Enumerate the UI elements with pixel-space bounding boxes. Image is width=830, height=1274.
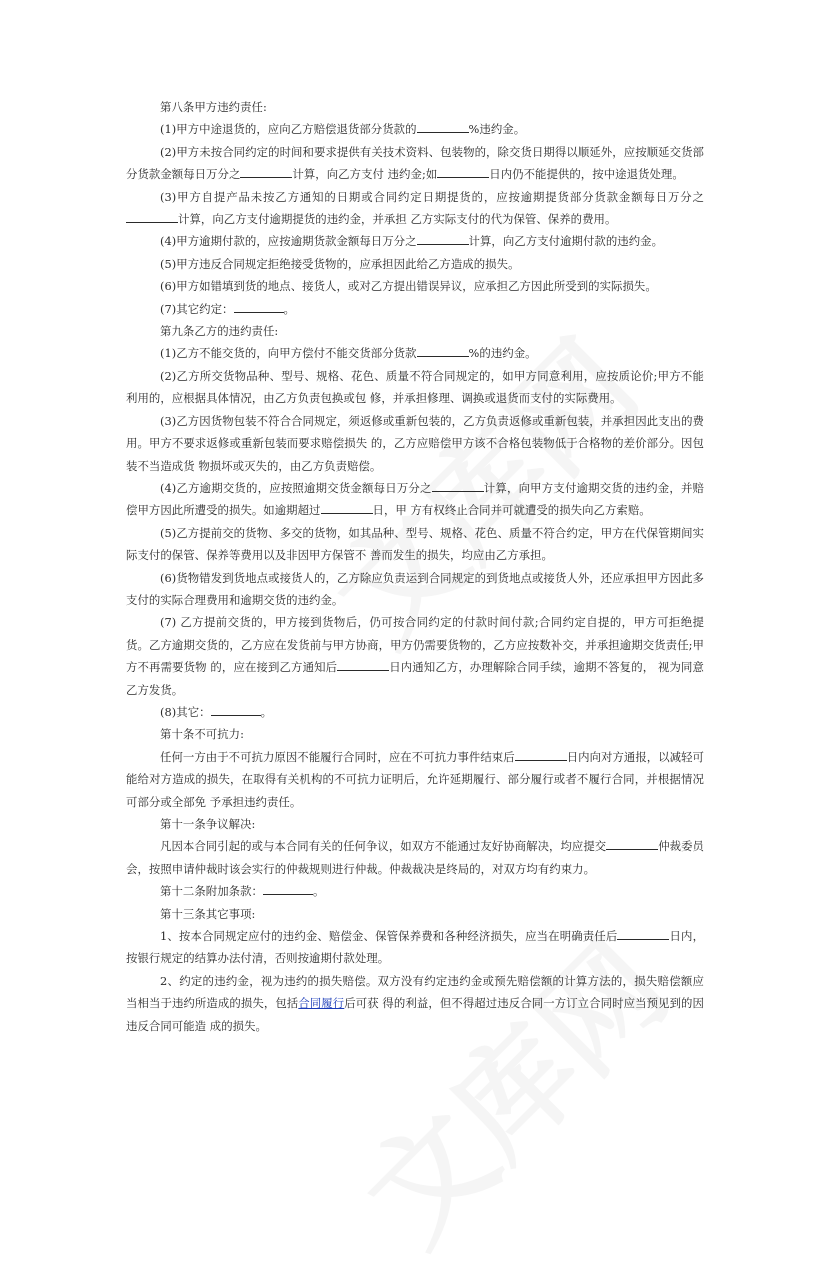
blank-field[interactable] bbox=[126, 210, 178, 223]
article-9-item-2: (2)乙方所交货物品种、型号、规格、花色、质量不符合同规定的，如甲方同意利用，应按质论价;甲方不能利用的，应根据具体情况，由乙方负责包换或包 修，并承担修理、调换或退货而支付的实际费用。 bbox=[126, 368, 704, 406]
blank-field[interactable] bbox=[263, 882, 313, 895]
blank-field[interactable] bbox=[617, 927, 669, 940]
article-9-heading: 第九条乙方的违约责任: bbox=[160, 324, 279, 339]
article-8-item-5: (5)甲方违反合同规定拒绝接受货物的，应承担因此给乙方造成的损失。 bbox=[160, 256, 520, 271]
blank-field[interactable] bbox=[211, 703, 261, 716]
blank-field[interactable] bbox=[432, 479, 484, 492]
article-13-item-1: 1、按本合同规定应付的违约金、赔偿金、保管保养费和各种经济损失，应当在明确责任后 日内，按银行规定的结算办法付清，否则按逾期付款处理。 bbox=[126, 929, 705, 966]
article-8-heading: 第八条甲方违约责任: bbox=[160, 100, 267, 114]
blank-field[interactable] bbox=[417, 120, 469, 133]
blank-field[interactable] bbox=[437, 165, 489, 178]
article-9-item-6: (6)货物错发到货地点或接货人的，乙方除应负责运到合同规定的到货地点或接货人外，还应承担甲方因此多支付的实际合理费用和逾期交货的违约金。 bbox=[126, 570, 704, 607]
article-8-item-1: (1)甲方中途退货的，应向乙方赔偿退货部分货款的 %违约金。 bbox=[160, 122, 526, 137]
article-8-item-3: (3)甲方自提产品未按乙方通知的日期或合同约定日期提货的，应按逾期提货部分货款金额每日万分之计算，向乙方支付逾期提货的违约金，并承担 乙方实际支付的代为保管、保养的费用。 bbox=[126, 186, 704, 231]
blank-field[interactable] bbox=[321, 501, 373, 514]
article-13-heading: 第十三条其它事项: bbox=[160, 906, 256, 921]
article-8-item-2: (2)甲方未按合同约定的时间和要求提供有关技术资料、包装物的，除交货日期得以顺延外，应按顺延交货部分货款金额每日万分之 计算，向乙方支付 违约金;如 日内仍不能提供的，按中途退货处理。 bbox=[126, 144, 704, 182]
article-9-item-5: (5)乙方提前交的货物、多交的货物，如其品种、型号、规格、花色、质量不符合约定，甲方在代保管期间实际支付的保管、保养等费用以及非因甲方保管不 善而发生的损失，均应由乙方承担。 bbox=[126, 525, 704, 563]
article-10-body: 任何一方由于不可抗力原因不能履行合同时，应在不可抗力事件结束后 日内向对方通报，以减轻可能给对方造成的损失，在取得有关机构的不可抗力证明后，允许延期履行、部分履行或者不履行合同，并根据情况可部分或全部免 予承担违约责任。 bbox=[126, 749, 704, 809]
article-9-item-1: (1)乙方不能交货的，向甲方偿付不能交货部分货款 %的违约金。 bbox=[160, 346, 537, 361]
blank-field[interactable] bbox=[515, 748, 567, 761]
article-11-heading: 第十一条争议解决: bbox=[160, 817, 256, 831]
blank-field[interactable] bbox=[417, 232, 469, 245]
article-8-item-6: (6)甲方如错填到货的地点、接货人，或对乙方提出错误异议，应承担乙方因此所受到的实际损失。 bbox=[160, 279, 657, 294]
article-8-item-4: (4)甲方逾期付款的，应按逾期货款金额每日万分之 计算，向乙方支付逾期付款的违约金。 bbox=[160, 234, 664, 249]
blank-field[interactable] bbox=[234, 300, 284, 313]
blank-field[interactable] bbox=[337, 658, 389, 671]
article-11-body: 凡因本合同引起的或与本合同有关的任何争议，如双方不能通过友好协商解决，均应提交 仲裁委员会，按照申请仲裁时该会实行的仲裁规则进行仲裁。仲裁裁决是终局的，对双方均有约束力。 bbox=[126, 839, 705, 876]
article-13-item-2: 2、约定的违约金，视为违约的损失赔偿。双方没有约定违约金或预先赔偿额的计算方法的，损失赔偿额应当相当于违约所造成的损失，包括合同履行后可获 得的利益，但不得超过违反合同一方订立合同时应当预见到的因违反合同可能造 成的损失。 bbox=[126, 973, 704, 1033]
article-10-heading: 第十条不可抗力: bbox=[160, 727, 244, 742]
blank-field[interactable] bbox=[417, 344, 469, 357]
article-9-item-3: (3)乙方因货物包装不符合合同规定，须返修或重新包装的，乙方负责返修或重新包装，并承担因此支出的费用。甲方不要求返修或重新包装而要求赔偿损失 的，乙方应赔偿甲方该不合格包装物低于合格物的差价部分。因包装不当造成货 物损坏或灭失的，由乙方负责赔偿。 bbox=[126, 413, 704, 473]
article-12: 第十二条附加条款： 。 bbox=[160, 884, 325, 899]
contract-performance-link[interactable]: 合同履行 bbox=[298, 996, 345, 1011]
blank-field[interactable] bbox=[606, 837, 658, 850]
article-9-item-7: (7) 乙方提前交货的，甲方接到货物后，仍可按合同约定的付款时间付款;合同约定自提的，甲方可拒绝提货。乙方逾期交货的，乙方应在发货前与甲方协商，甲方仍需要货物的，乙方应按数补交，并承担逾期交货责任;甲方不再需要货物 的，应在接到乙方通知后 日内通知乙方，办理解除合同手续，逾期不答复的， 视为同意乙方发货。 bbox=[126, 615, 704, 697]
article-9-item-8: (8)其它： 。 bbox=[160, 704, 273, 719]
article-8-item-7: (7)其它约定： 。 bbox=[160, 301, 295, 316]
blank-field[interactable] bbox=[240, 165, 292, 178]
article-9-item-4: (4)乙方逾期交货的，应按照逾期交货金额每日万分之 计算，向甲方支付逾期交货的违约金，并赔偿甲方因此所遭受的损失。如逾期超过 日，甲 方有权终止合同并可就遭受的损失向乙方索赔。 bbox=[126, 480, 705, 518]
document-body bbox=[126, 96, 704, 1037]
